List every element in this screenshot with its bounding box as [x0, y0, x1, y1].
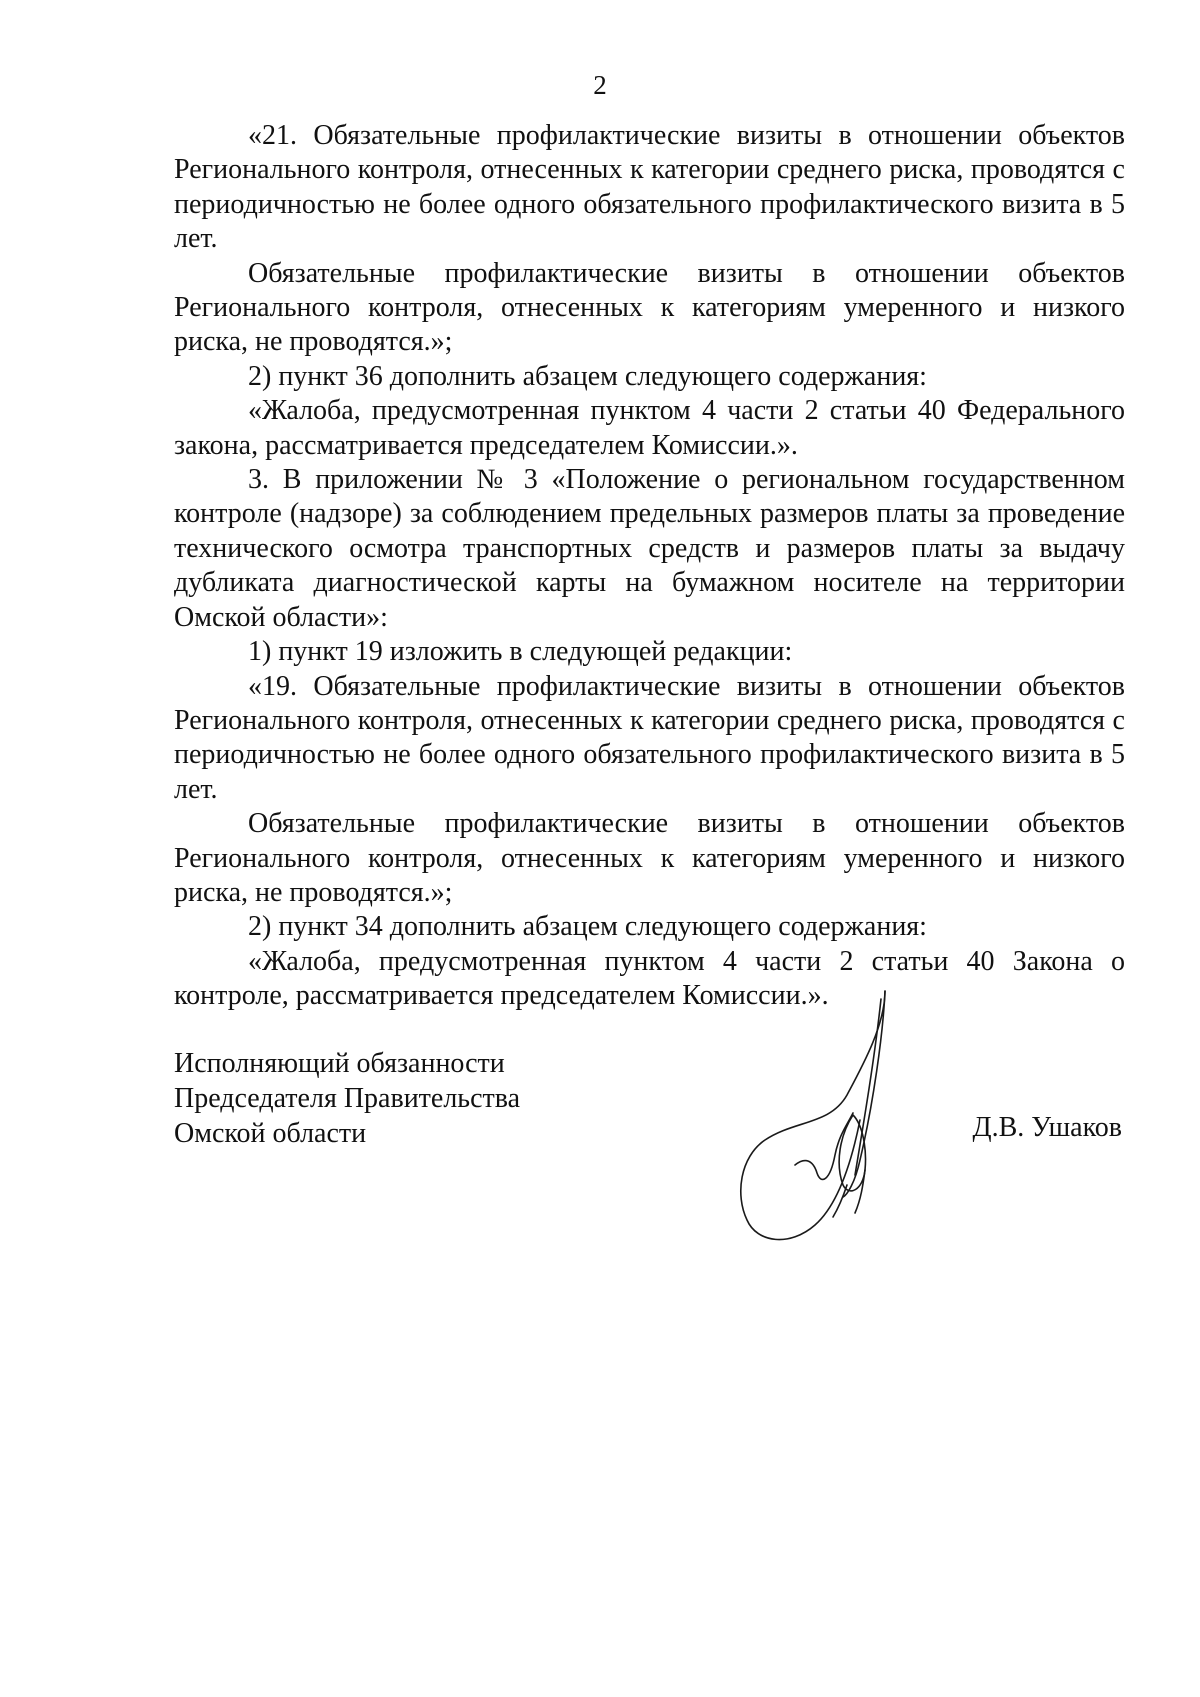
paragraph: 3. В приложении № 3 «Положение о региональном государственном контроле (надзоре) за соблюдением предельных размеров платы за проведение технического осмотра транспортных средств и размеров платы за выдачу дубликата диагностической карты на бумажном носителе на территории Омской области»: [174, 464, 1125, 633]
paragraph: 2) пункт 36 дополнить абзацем следующего содержания: [248, 360, 927, 392]
signatory-name: Д.В. Ушаков [972, 1112, 1122, 1143]
paragraph: «19. Обязательные профилактические визиты в отношении объектов Регионального контроля, отнесенных к категории среднего риска, проводятся с периодичностью не более одного обязательного профилактического визита в 5 лет. [174, 670, 1125, 805]
paragraph: 2) пункт 34 дополнить абзацем следующего содержания: [248, 911, 927, 943]
signatory-position-line: Исполняющий обязанности [174, 1048, 505, 1079]
paragraph: «Жалоба, предусмотренная пунктом 4 части 2 статьи 40 Федерального закона, рассматривается председателем Комиссии.». [174, 395, 1125, 461]
paragraph: 1) пункт 19 изложить в следующей редакции: [248, 636, 793, 668]
paragraph: Обязательные профилактические визиты в отношении объектов Регионального контроля, отнесенных к категориям умеренного и низкого риска, не проводятся.»; [174, 808, 1125, 908]
paragraph: «21. Обязательные профилактические визиты в отношении объектов Регионального контроля, отнесенных к категории среднего риска, проводятся с периодичностью не более одного обязательного профилактического визита в 5 лет. [174, 120, 1125, 255]
paragraph: Обязательные профилактические визиты в отношении объектов Регионального контроля, отнесенных к категориям умеренного и низкого риска, не проводятся.»; [174, 257, 1125, 358]
signatory-position-line: Председателя Правительства [174, 1083, 521, 1114]
signatory-position-line: Омской области [174, 1118, 367, 1149]
paragraph: «Жалоба, предусмотренная пунктом 4 части 2 статьи 40 Закона о контроле, рассматривается председателем Комиссии.». [174, 945, 1125, 1012]
signatory-position [174, 1046, 520, 1151]
page-number: 2 [593, 70, 607, 100]
document-body [174, 119, 1125, 1014]
handwritten-signature [735, 985, 975, 1255]
